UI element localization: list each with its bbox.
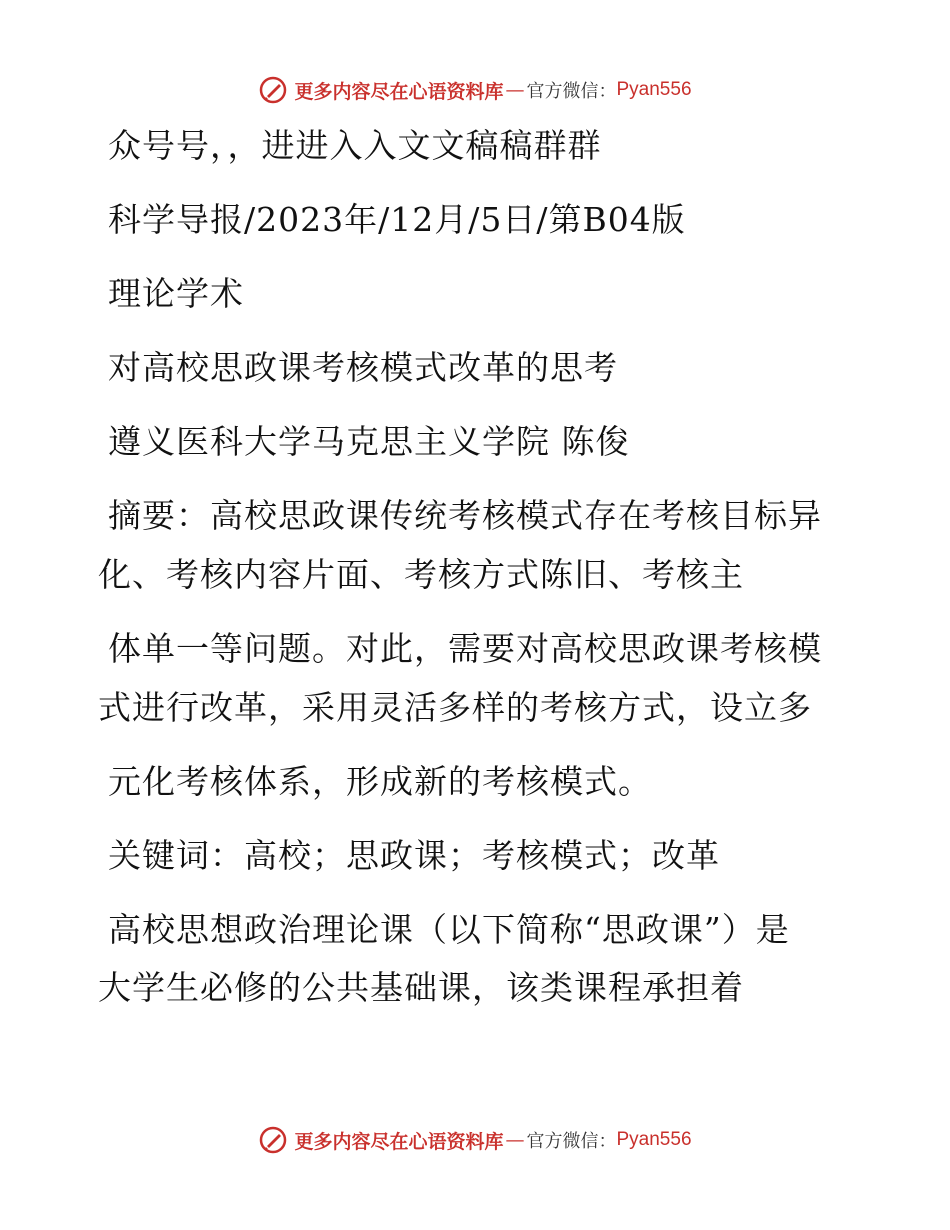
banner-separator: —: [505, 79, 525, 101]
article-title: 对高校思政课考核模式改革的思考: [108, 348, 618, 387]
abstract-line: 元化考核体系，形成新的考核模式。: [108, 762, 652, 801]
banner-wechat-id: Pyan556: [616, 79, 692, 100]
banner-wechat-label: 官方微信：: [526, 81, 617, 102]
abstract-line: 化、考核内容片面、考核方式陈旧、考核主: [98, 555, 744, 594]
pen-logo-icon: [258, 1125, 288, 1155]
banner-wechat-id: Pyan556: [616, 1129, 692, 1150]
abstract-line: 式进行改革，采用灵活多样的考核方式，设立多: [98, 688, 812, 727]
abstract-line: 体单一等问题。对此，需要对高校思政课考核模: [108, 629, 822, 668]
banner-main-text: 更多内容尽在心语资料库: [294, 1130, 504, 1153]
abstract-line: 摘要：高校思政课传统考核模式存在考核目标异: [108, 496, 822, 535]
footer-banner: [0, 1120, 950, 1160]
banner-separator: —: [505, 1129, 525, 1151]
banner-main-text: 更多内容尽在心语资料库: [294, 80, 504, 103]
pen-logo-icon: [258, 75, 288, 105]
text-line: 众号号，，进进入入文文稿稿群群: [108, 126, 602, 165]
header-banner: [0, 70, 950, 110]
banner-wechat-label: 官方微信：: [526, 1131, 617, 1152]
keywords-line: 关键词：高校；思政课；考核模式；改革: [108, 836, 720, 875]
body-line: 高校思想政治理论课（以下简称“思政课”）是: [108, 910, 790, 949]
author-line: 遵义医科大学马克思主义学院 陈俊: [108, 422, 630, 461]
source-line: 科学导报/2023年/12月/5日/第B04版: [108, 200, 686, 239]
section-label: 理论学术: [108, 274, 244, 313]
body-line: 大学生必修的公共基础课，该类课程承担着: [98, 968, 744, 1007]
